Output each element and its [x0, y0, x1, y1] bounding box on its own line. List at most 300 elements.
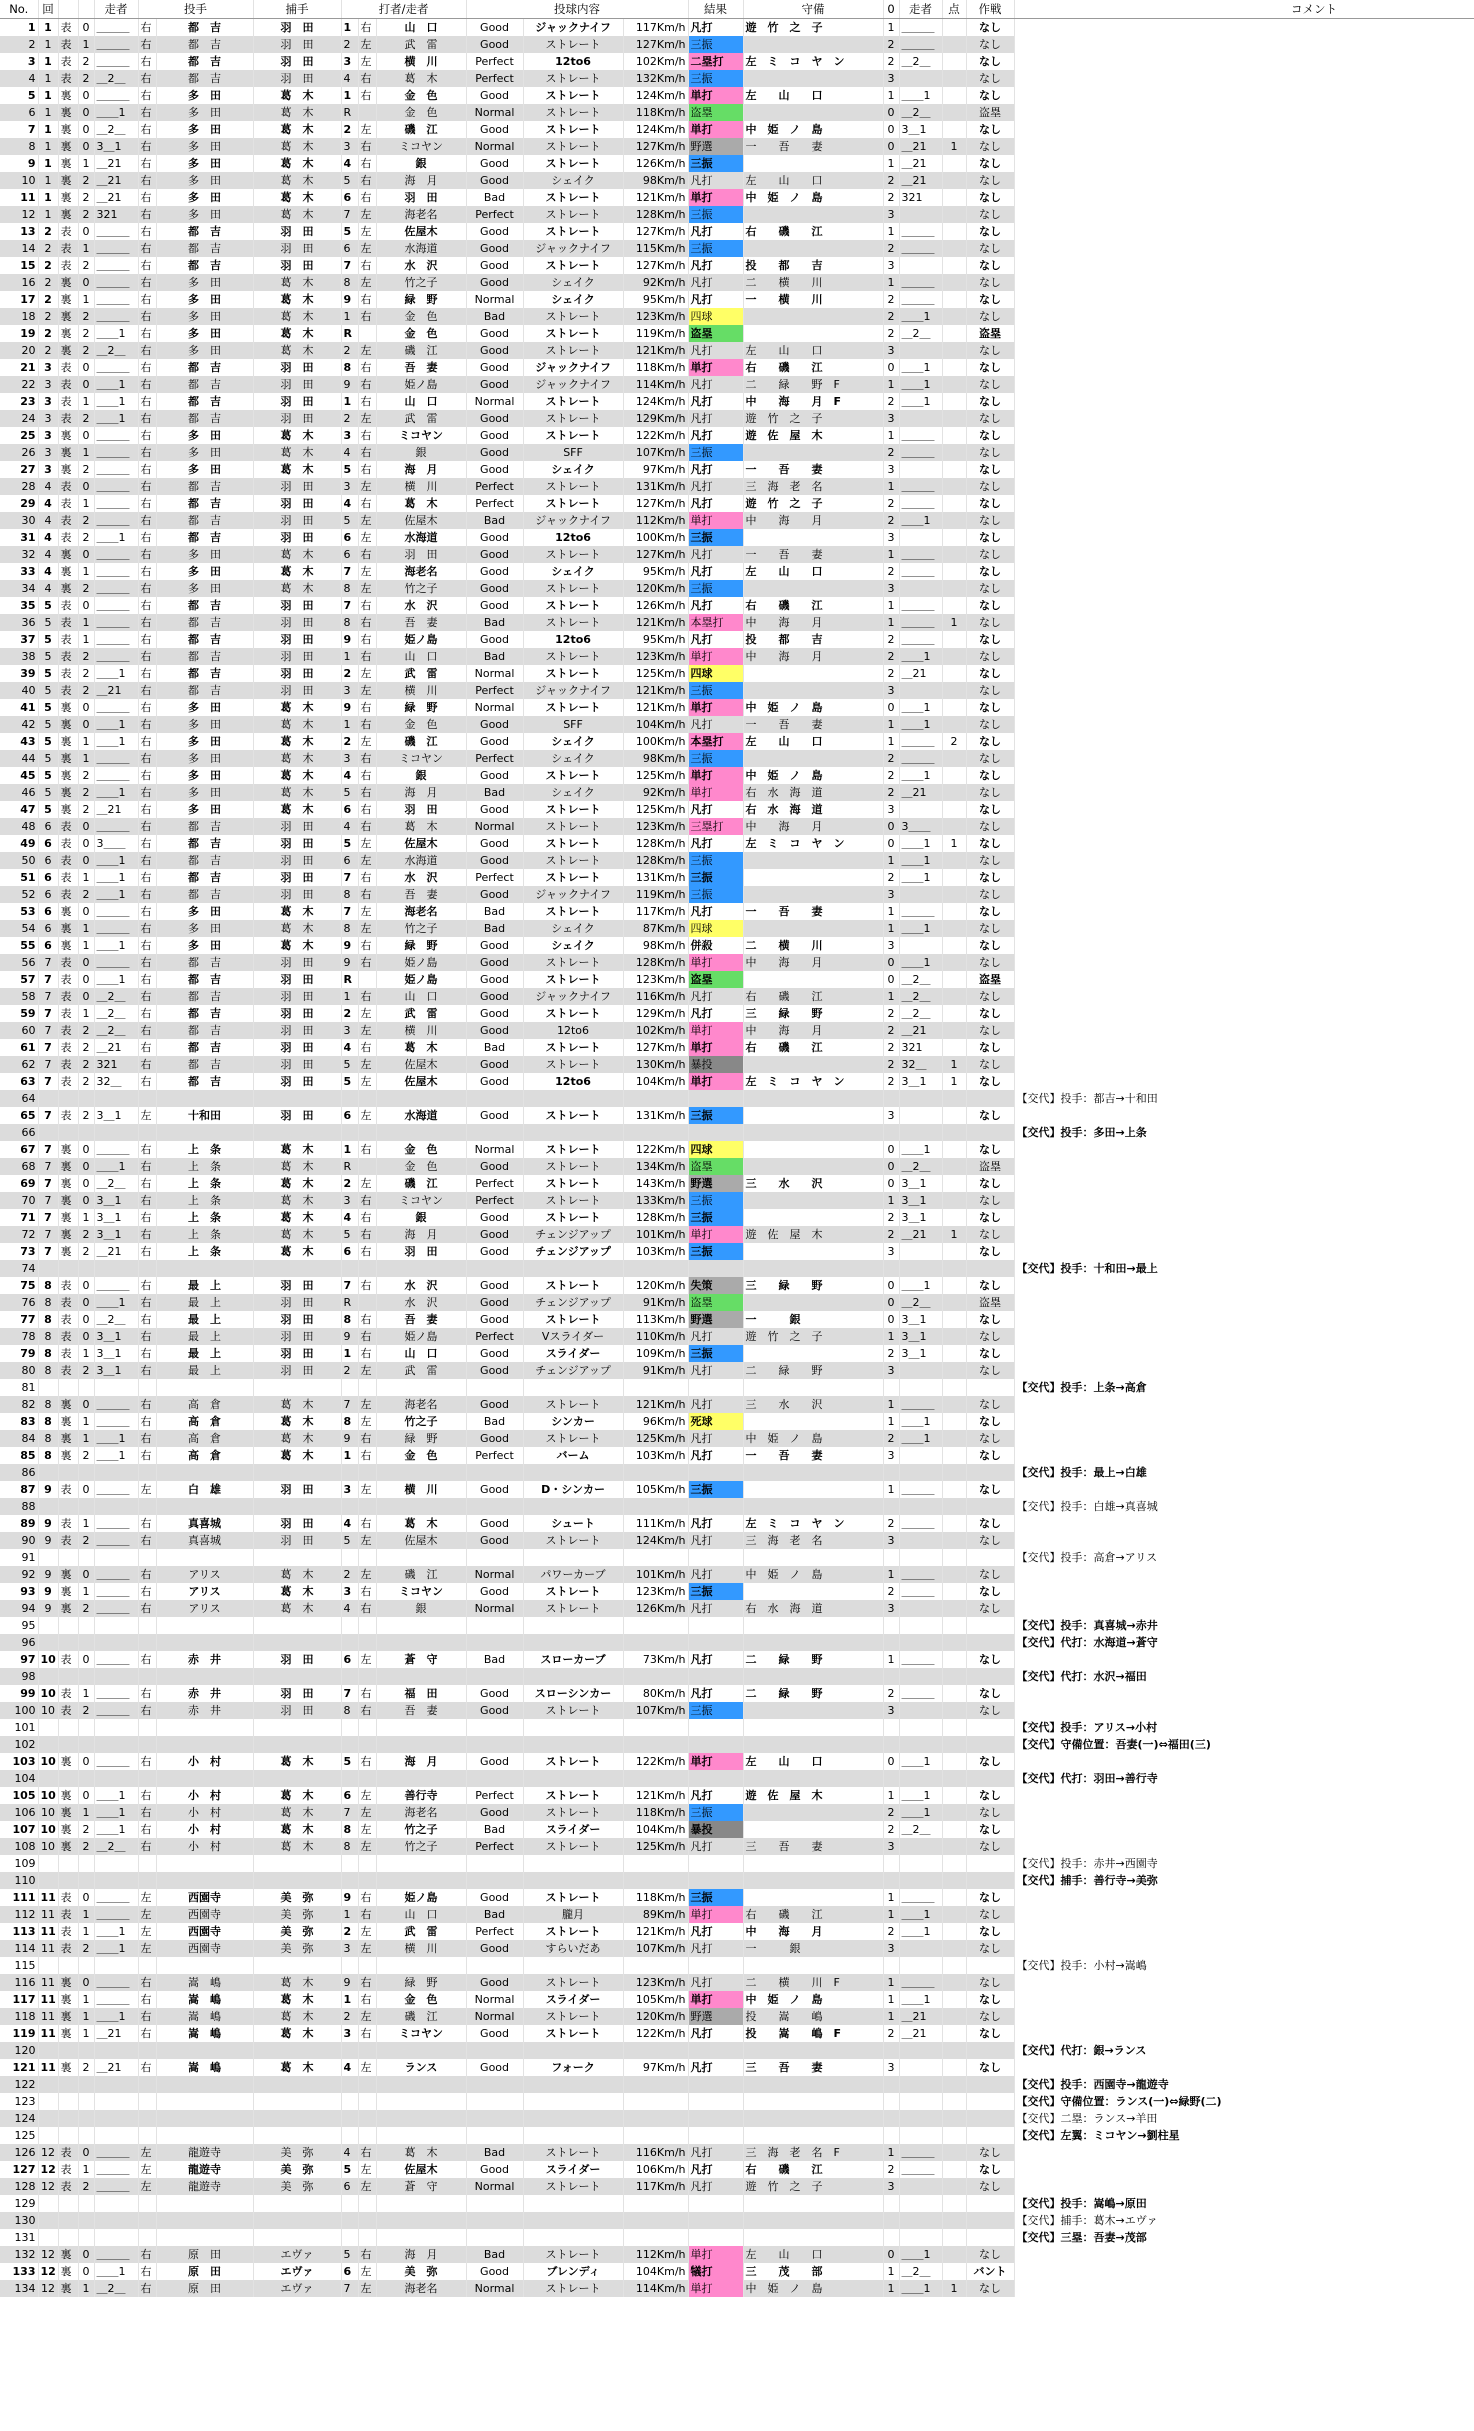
cell-outs: [78, 2229, 94, 2246]
cell-runners-before: ＿＿＿: [94, 1532, 138, 1549]
cell-catcher: [253, 2127, 341, 2144]
cell-outs: 2: [78, 648, 94, 665]
cell-batter-hand: 右: [358, 1209, 376, 1226]
cell-batting-order: 6: [341, 852, 358, 869]
cell-strategy: なし: [966, 121, 1014, 138]
cell-runners-after: ＿＿＿: [899, 1583, 942, 1600]
cell-inning: 3: [38, 444, 58, 461]
cell-outs-after: [883, 1872, 899, 1889]
cell-pitcher: [156, 2127, 253, 2144]
cell-runners-before: ＿2＿: [94, 1838, 138, 1855]
cell-no: 71: [0, 1209, 38, 1226]
cell-runners-after: ＿＿1: [899, 699, 942, 716]
cell-runs: [942, 801, 966, 818]
table-row: [0, 580, 1474, 597]
cell-half: 表: [58, 1923, 78, 1940]
cell-comment: [1014, 1651, 1474, 1668]
table-row: [0, 1940, 1474, 1957]
cell-condition: Good: [466, 19, 523, 37]
cell-comment: [1014, 138, 1474, 155]
cell-half: 裏: [58, 767, 78, 784]
cell-half: 裏: [58, 903, 78, 920]
cell-no: 32: [0, 546, 38, 563]
cell-strategy: 盗塁: [966, 104, 1014, 121]
cell-runners-before: ＿2＿: [94, 1022, 138, 1039]
cell-runs: [942, 1345, 966, 1362]
cell-condition: Good: [466, 461, 523, 478]
cell-batter: 竹之子: [376, 274, 466, 291]
cell-outs-after: 2: [883, 325, 899, 342]
cell-catcher: [253, 1668, 341, 1685]
cell-fielding: [743, 206, 883, 223]
cell-speed: [623, 2229, 688, 2246]
cell-comment: [1014, 1532, 1474, 1549]
cell-no: 120: [0, 2042, 38, 2059]
cell-pitcher-hand: 右: [138, 2263, 156, 2280]
cell-comment: [1014, 580, 1474, 597]
cell-speed: 98Km/h: [623, 172, 688, 189]
cell-catcher: エヴァ: [253, 2263, 341, 2280]
cell-runs: [942, 580, 966, 597]
cell-batting-order: 5: [341, 512, 358, 529]
cell-batting-order: 6: [341, 801, 358, 818]
cell-speed: 106Km/h: [623, 2161, 688, 2178]
cell-inning: 5: [38, 614, 58, 631]
cell-strategy: なし: [966, 767, 1014, 784]
cell-batter-hand: 左: [358, 1481, 376, 1498]
cell-strategy: なし: [966, 359, 1014, 376]
cell-batting-order: 1: [341, 1345, 358, 1362]
cell-result: 凡打: [688, 597, 743, 614]
cell-runners-after: ＿＿＿: [899, 2161, 942, 2178]
cell-batting-order: 2: [341, 36, 358, 53]
cell-inning: [38, 2076, 58, 2093]
cell-outs-after: 0: [883, 1175, 899, 1192]
cell-half: 表: [58, 852, 78, 869]
cell-outs-after: 1: [883, 155, 899, 172]
cell-batting-order: 3: [341, 53, 358, 70]
cell-catcher: 羽 田: [253, 1685, 341, 1702]
cell-outs: 0: [78, 716, 94, 733]
cell-runners-before: ＿2＿: [94, 70, 138, 87]
cell-outs: [78, 2127, 94, 2144]
cell-runners-after: ＿＿＿: [899, 597, 942, 614]
cell-fielding: 一 横 川: [743, 291, 883, 308]
cell-speed: 117Km/h: [623, 19, 688, 37]
cell-batter-hand: 右: [358, 2144, 376, 2161]
cell-pitcher: 都 吉: [156, 257, 253, 274]
table-row: [0, 1056, 1474, 1073]
cell-outs: 0: [78, 1566, 94, 1583]
cell-outs: [78, 1736, 94, 1753]
cell-pitch-type: [523, 2093, 623, 2110]
cell-batting-order: 2: [341, 1005, 358, 1022]
cell-fielding: 中 姫 ノ 島: [743, 1566, 883, 1583]
cell-runners-after: [899, 461, 942, 478]
cell-half: 表: [58, 1056, 78, 1073]
cell-pitcher: 都 吉: [156, 512, 253, 529]
cell-half: 表: [58, 19, 78, 37]
cell-half: [58, 1379, 78, 1396]
cell-result: 三振: [688, 1243, 743, 1260]
cell-strategy: なし: [966, 1447, 1014, 1464]
cell-inning: 7: [38, 1022, 58, 1039]
cell-fielding: [743, 36, 883, 53]
cell-runners-before: 3＿1: [94, 1362, 138, 1379]
cell-outs-after: 1: [883, 2263, 899, 2280]
cell-batter-hand: 左: [358, 682, 376, 699]
cell-result: 単打: [688, 1906, 743, 1923]
cell-outs-after: 3: [883, 410, 899, 427]
cell-batter: 金 色: [376, 308, 466, 325]
cell-batting-order: 3: [341, 1192, 358, 1209]
cell-catcher: 葛 木: [253, 308, 341, 325]
cell-batter-hand: 右: [358, 614, 376, 631]
cell-speed: 126Km/h: [623, 597, 688, 614]
cell-batter-hand: 左: [358, 1804, 376, 1821]
cell-fielding: [743, 1804, 883, 1821]
cell-runners-after: ＿2＿: [899, 2263, 942, 2280]
cell-pitch-type: ストレート: [523, 1396, 623, 1413]
table-row: [0, 291, 1474, 308]
cell-outs: 2: [78, 665, 94, 682]
cell-pitcher: 多 田: [156, 325, 253, 342]
cell-no: 105: [0, 1787, 38, 1804]
cell-result: 三振: [688, 70, 743, 87]
cell-batter: 羽 田: [376, 1243, 466, 1260]
cell-comment: 【交代】代打：銀→ランス: [1014, 2042, 1474, 2059]
cell-runners-before: ＿＿1: [94, 1787, 138, 1804]
cell-half: 裏: [58, 1821, 78, 1838]
cell-batting-order: 7: [341, 257, 358, 274]
cell-fielding: 三 緑 野: [743, 1005, 883, 1022]
cell-half: [58, 1617, 78, 1634]
cell-condition: Good: [466, 597, 523, 614]
cell-batter: [376, 1464, 466, 1481]
cell-half: 表: [58, 240, 78, 257]
cell-speed: 103Km/h: [623, 1447, 688, 1464]
cell-condition: [466, 2110, 523, 2127]
cell-inning: 11: [38, 1974, 58, 1991]
cell-catcher: 羽 田: [253, 818, 341, 835]
cell-runs: [942, 1549, 966, 1566]
cell-pitch-type: ストレート: [523, 2025, 623, 2042]
cell-runners-after: ＿＿1: [899, 512, 942, 529]
cell-fielding: 投 嵩 嶋: [743, 2008, 883, 2025]
cell-runners-before: ＿＿＿: [94, 495, 138, 512]
cell-half: 裏: [58, 801, 78, 818]
cell-pitch-type: ストレート: [523, 1787, 623, 1804]
cell-fielding: 中 姫 ノ 島: [743, 767, 883, 784]
cell-pitcher-hand: 右: [138, 988, 156, 1005]
cell-pitch-type: ストレート: [523, 614, 623, 631]
cell-outs-after: 2: [883, 2025, 899, 2042]
cell-runners-after: ＿21: [899, 2008, 942, 2025]
cell-fielding: [743, 1345, 883, 1362]
cell-runners-before: ＿2＿: [94, 988, 138, 1005]
cell-strategy: なし: [966, 1175, 1014, 1192]
cell-no: 94: [0, 1600, 38, 1617]
cell-runs: [942, 427, 966, 444]
cell-outs: [78, 1464, 94, 1481]
cell-batting-order: R: [341, 104, 358, 121]
cell-result: [688, 1090, 743, 1107]
cell-strategy: [966, 2127, 1014, 2144]
cell-catcher: 羽 田: [253, 1515, 341, 1532]
cell-runs: [942, 1957, 966, 1974]
cell-fielding: 一 吾 妻: [743, 1447, 883, 1464]
cell-batting-order: 9: [341, 291, 358, 308]
cell-pitch-type: シェイク: [523, 750, 623, 767]
cell-outs-after: 2: [883, 767, 899, 784]
cell-batter: 水海道: [376, 529, 466, 546]
cell-outs: 2: [78, 257, 94, 274]
cell-speed: [623, 1872, 688, 1889]
cell-runners-after: ＿＿1: [899, 2280, 942, 2297]
cell-batting-order: 3: [341, 1940, 358, 1957]
cell-half: 表: [58, 1889, 78, 1906]
cell-batter-hand: [358, 1464, 376, 1481]
cell-pitcher-hand: [138, 1634, 156, 1651]
cell-outs-after: 2: [883, 393, 899, 410]
cell-strategy: [966, 1668, 1014, 1685]
cell-batter: 海 月: [376, 2246, 466, 2263]
cell-result: 凡打: [688, 546, 743, 563]
cell-no: 122: [0, 2076, 38, 2093]
cell-catcher: 葛 木: [253, 87, 341, 104]
cell-batter: 金 色: [376, 716, 466, 733]
cell-pitcher-hand: [138, 1736, 156, 1753]
cell-batter: 水 沢: [376, 1294, 466, 1311]
cell-no: 110: [0, 1872, 38, 1889]
cell-fielding: 三 茂 部: [743, 2263, 883, 2280]
cell-pitch-type: [523, 1668, 623, 1685]
cell-batter-hand: 左: [358, 223, 376, 240]
cell-inning: 11: [38, 1940, 58, 1957]
cell-pitch-type: 朧月: [523, 1906, 623, 1923]
cell-result: 三振: [688, 444, 743, 461]
cell-fielding: 遊 竹 之 子: [743, 19, 883, 37]
cell-catcher: 葛 木: [253, 1226, 341, 1243]
cell-result: 盗塁: [688, 1158, 743, 1175]
cell-outs: 1: [78, 1413, 94, 1430]
cell-speed: 107Km/h: [623, 444, 688, 461]
cell-runners-before: 321: [94, 206, 138, 223]
cell-comment: [1014, 104, 1474, 121]
cell-runners-before: [94, 1090, 138, 1107]
cell-inning: 8: [38, 1362, 58, 1379]
cell-runs: 1: [942, 835, 966, 852]
cell-pitch-type: [523, 1090, 623, 1107]
table-row: [0, 750, 1474, 767]
cell-half: 裏: [58, 733, 78, 750]
cell-pitch-type: [523, 1770, 623, 1787]
cell-pitch-type: ストレート: [523, 2178, 623, 2195]
cell-speed: 98Km/h: [623, 937, 688, 954]
cell-half: [58, 2110, 78, 2127]
cell-strategy: なし: [966, 1192, 1014, 1209]
cell-condition: Good: [466, 1702, 523, 1719]
cell-inning: 10: [38, 1804, 58, 1821]
cell-fielding: [743, 2076, 883, 2093]
cell-runners-after: 3＿1: [899, 1311, 942, 1328]
cell-half: 表: [58, 631, 78, 648]
cell-catcher: 羽 田: [253, 1073, 341, 1090]
cell-fielding: [743, 2127, 883, 2144]
cell-outs-after: 1: [883, 2008, 899, 2025]
cell-outs-after: 3: [883, 1243, 899, 1260]
table-row: [0, 393, 1474, 410]
cell-condition: Good: [466, 835, 523, 852]
cell-result: 単打: [688, 1073, 743, 1090]
cell-pitcher: 都 吉: [156, 410, 253, 427]
cell-batter-hand: 右: [358, 2025, 376, 2042]
cell-batting-order: 1: [341, 988, 358, 1005]
cell-batting-order: [341, 1617, 358, 1634]
cell-runners-after: [899, 1668, 942, 1685]
cell-batting-order: [341, 1634, 358, 1651]
cell-outs: [78, 2110, 94, 2127]
cell-batter: 竹之子: [376, 1821, 466, 1838]
cell-comment: [1014, 478, 1474, 495]
cell-outs: 2: [78, 1532, 94, 1549]
cell-speed: 131Km/h: [623, 869, 688, 886]
cell-outs: 1: [78, 614, 94, 631]
cell-outs: 1: [78, 36, 94, 53]
cell-no: 114: [0, 1940, 38, 1957]
cell-no: 115: [0, 1957, 38, 1974]
cell-batting-order: 3: [341, 1481, 358, 1498]
cell-batter-hand: 右: [358, 1974, 376, 1991]
cell-condition: [466, 1464, 523, 1481]
cell-fielding: 二 緑 野: [743, 1685, 883, 1702]
cell-fielding: [743, 2212, 883, 2229]
cell-speed: 101Km/h: [623, 1566, 688, 1583]
cell-batter-hand: [358, 1872, 376, 1889]
cell-comment: [1014, 1447, 1474, 1464]
cell-runners-after: [899, 1600, 942, 1617]
cell-runners-after: [899, 206, 942, 223]
cell-batting-order: 1: [341, 308, 358, 325]
cell-batting-order: 6: [341, 240, 358, 257]
cell-batter-hand: 右: [358, 988, 376, 1005]
cell-batter-hand: 左: [358, 2178, 376, 2195]
cell-outs-after: 3: [883, 1447, 899, 1464]
cell-pitcher: 赤 井: [156, 1651, 253, 1668]
table-row: [0, 2229, 1474, 2246]
cell-catcher: 羽 田: [253, 648, 341, 665]
cell-batter-hand: 左: [358, 1923, 376, 1940]
cell-pitcher-hand: 右: [138, 648, 156, 665]
cell-pitcher: 都 吉: [156, 597, 253, 614]
cell-batting-order: [341, 2127, 358, 2144]
cell-runs: [942, 716, 966, 733]
cell-strategy: [966, 1090, 1014, 1107]
cell-comment: 【交代】三塁：吾妻→茂部: [1014, 2229, 1474, 2246]
cell-condition: Normal: [466, 393, 523, 410]
cell-fielding: [743, 1702, 883, 1719]
cell-speed: [623, 1719, 688, 1736]
cell-result: 凡打: [688, 1532, 743, 1549]
cell-result: 単打: [688, 1753, 743, 1770]
cell-strategy: なし: [966, 2280, 1014, 2297]
cell-outs: 0: [78, 1787, 94, 1804]
cell-pitcher-hand: 右: [138, 818, 156, 835]
cell-pitcher: 多 田: [156, 274, 253, 291]
cell-speed: 73Km/h: [623, 1651, 688, 1668]
cell-batter-hand: 右: [358, 1515, 376, 1532]
cell-speed: 121Km/h: [623, 682, 688, 699]
cell-batter-hand: [358, 1855, 376, 1872]
cell-catcher: 羽 田: [253, 1107, 341, 1124]
cell-runners-after: [899, 1702, 942, 1719]
cell-half: 裏: [58, 189, 78, 206]
cell-pitcher: 都 吉: [156, 495, 253, 512]
cell-batter: 武 雷: [376, 1923, 466, 1940]
cell-half: 表: [58, 1073, 78, 1090]
cell-pitch-type: ストレート: [523, 954, 623, 971]
cell-batter: [376, 1260, 466, 1277]
cell-half: 裏: [58, 1804, 78, 1821]
table-row: [0, 1209, 1474, 1226]
cell-batter: 竹之子: [376, 1413, 466, 1430]
cell-condition: Normal: [466, 818, 523, 835]
cell-pitcher-hand: 右: [138, 512, 156, 529]
cell-batter-hand: 左: [358, 903, 376, 920]
cell-comment: 【交代】投手：西園寺→龍遊寺: [1014, 2076, 1474, 2093]
cell-batter: 葛 木: [376, 2144, 466, 2161]
cell-catcher: 葛 木: [253, 2025, 341, 2042]
cell-pitcher: 多 田: [156, 801, 253, 818]
cell-strategy: [966, 1957, 1014, 1974]
cell-no: 22: [0, 376, 38, 393]
cell-inning: [38, 2229, 58, 2246]
cell-runners-before: [94, 1379, 138, 1396]
cell-half: 裏: [58, 172, 78, 189]
cell-comment: [1014, 1311, 1474, 1328]
cell-outs-after: [883, 2127, 899, 2144]
cell-runners-after: [899, 70, 942, 87]
cell-comment: [1014, 1566, 1474, 1583]
cell-inning: 1: [38, 206, 58, 223]
cell-result: 盗塁: [688, 1294, 743, 1311]
cell-runners-after: ＿＿1: [899, 359, 942, 376]
cell-pitcher-hand: [138, 1855, 156, 1872]
cell-batting-order: 8: [341, 614, 358, 631]
cell-result: [688, 1872, 743, 1889]
cell-batting-order: 1: [341, 19, 358, 37]
cell-batting-order: 4: [341, 1600, 358, 1617]
cell-batting-order: [341, 2212, 358, 2229]
cell-comment: [1014, 1974, 1474, 1991]
cell-strategy: なし: [966, 444, 1014, 461]
cell-inning: 10: [38, 1753, 58, 1770]
cell-speed: 127Km/h: [623, 546, 688, 563]
cell-strategy: [966, 2212, 1014, 2229]
cell-no: 68: [0, 1158, 38, 1175]
cell-batter: 姫ノ島: [376, 376, 466, 393]
cell-runners-before: [94, 1719, 138, 1736]
cell-fielding: [743, 1379, 883, 1396]
cell-no: 128: [0, 2178, 38, 2195]
cell-outs-after: 2: [883, 1022, 899, 1039]
cell-half: 表: [58, 886, 78, 903]
cell-fielding: 右 磯 江: [743, 1906, 883, 1923]
cell-runners-after: [899, 1362, 942, 1379]
cell-fielding: [743, 1056, 883, 1073]
cell-runners-after: 3＿1: [899, 1345, 942, 1362]
cell-batting-order: 9: [341, 954, 358, 971]
